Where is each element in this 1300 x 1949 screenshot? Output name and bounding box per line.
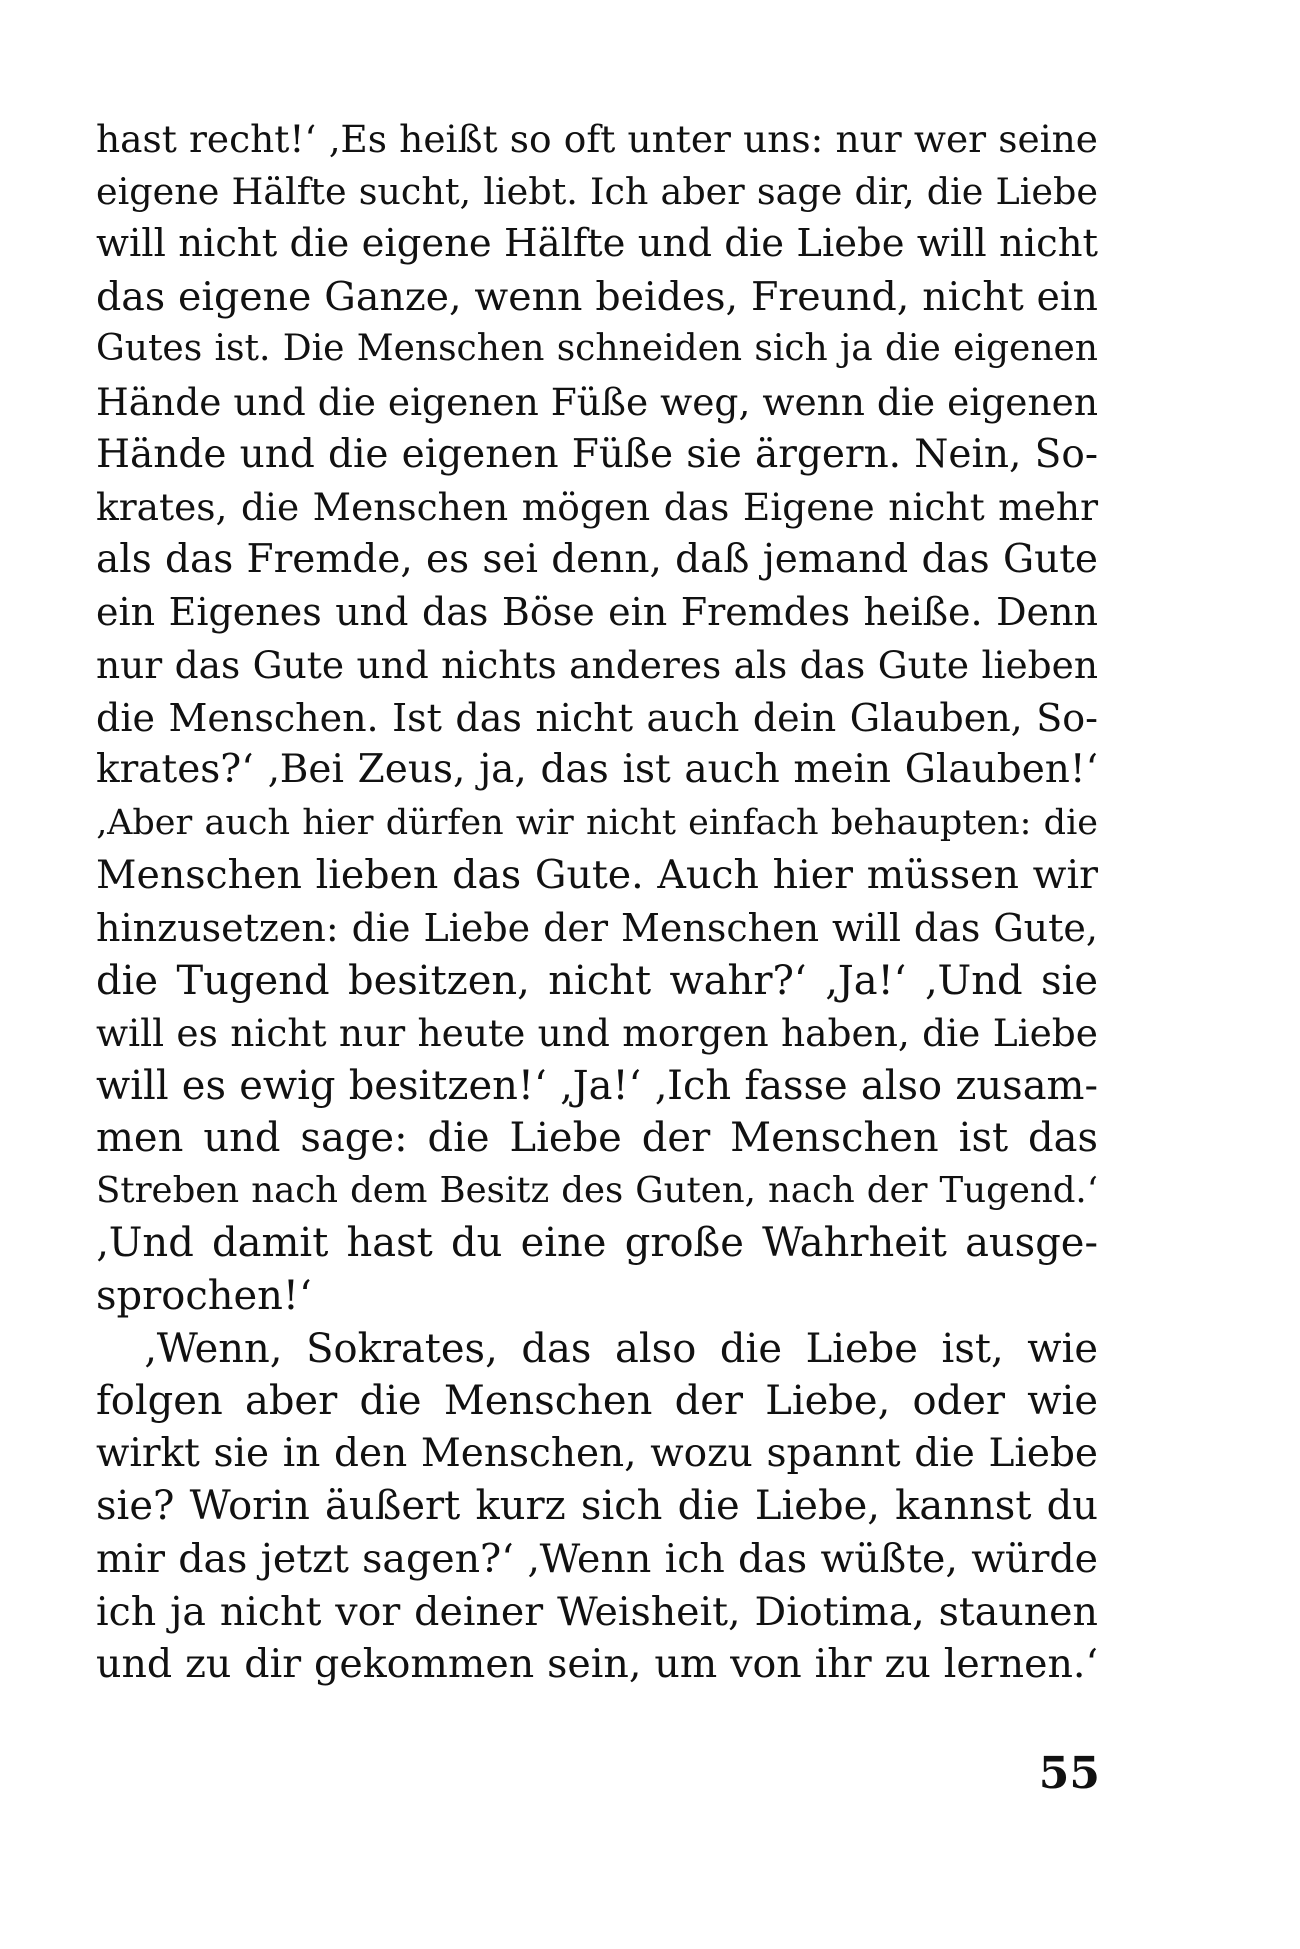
text-line: sie? Worin äußert kurz sich die Liebe, kannst du — [96, 1483, 1098, 1530]
text-line: die Tugend besitzen, nicht wahr?‘ ‚Ja!‘ ‚Und sie — [96, 957, 1098, 1004]
text-line: nur das Gute und nichts anderes als das Gute lieben — [96, 642, 1098, 687]
text-line: will es ewig besitzen!‘ ‚Ja!‘ ‚Ich fasse also zusam- — [96, 1062, 1098, 1109]
text-line: krates, die Menschen mögen das Eigene nicht mehr — [96, 485, 1098, 530]
text-line: men und sage: die Liebe der Menschen ist das — [96, 1115, 1098, 1162]
text-line: ‚Aber auch hier dürfen wir nicht einfach behaupten: die — [96, 802, 1098, 843]
text-line: krates?‘ ‚Bei Zeus, ja, das ist auch mein Glauben!‘ — [96, 747, 1098, 793]
text-line: mir das jetzt sagen?‘ ‚Wenn ich das wüßte, würde — [96, 1536, 1098, 1583]
text-line: will es nicht nur heute und morgen haben, die Liebe — [96, 1011, 1098, 1056]
text-line: wirkt sie in den Menschen, wozu spannt die Liebe — [96, 1430, 1098, 1476]
text-line: Hände und die eigenen Füße weg, wenn die eigenen — [96, 379, 1098, 424]
text-line: und zu dir gekommen sein, um von ihr zu lernen.‘ — [96, 1641, 1098, 1688]
text-line: ‚Und damit hast du eine große Wahrheit ausge- — [96, 1220, 1098, 1267]
text-line: Hände und die eigenen Füße sie ärgern. Nein, So- — [96, 431, 1098, 477]
text-line: hast recht!‘ ‚Es heißt so oft unter uns: nur wer seine — [96, 117, 1098, 161]
text-line: folgen aber die Menschen der Liebe, oder wie — [96, 1378, 1098, 1425]
text-line: ich ja nicht vor deiner Weisheit, Diotima, staunen — [96, 1588, 1098, 1635]
text-line: will nicht die eigene Hälfte und die Liebe will nicht — [96, 221, 1098, 267]
text-line: ‚Wenn, Sokrates, das also die Liebe ist, wie — [144, 1325, 1098, 1372]
text-line: sprochen!‘ — [96, 1273, 312, 1320]
text-line: hinzusetzen: die Liebe der Menschen will das Gute, — [96, 905, 1098, 950]
text-line: ein Eigenes und das Böse ein Fremdes heiße. Denn — [96, 590, 1098, 635]
text-line: eigene Hälfte sucht, liebt. Ich aber sage dir, die Liebe — [96, 169, 1098, 213]
text-line: Streben nach dem Besitz des Guten, nach der Tugend.‘ — [96, 1169, 1098, 1211]
text-line: das eigene Ganze, wenn beides, Freund, nicht ein — [96, 273, 1098, 320]
text-line: die Menschen. Ist das nicht auch dein Glauben, So- — [96, 695, 1098, 740]
page-number: 55 — [1038, 1748, 1100, 1799]
text-line: Gutes ist. Die Menschen schneiden sich ja die eigenen — [96, 328, 1098, 370]
text-line: als das Fremde, es sei denn, daß jemand das Gute — [96, 536, 1098, 582]
text-line: Menschen lieben das Gute. Auch hier müssen wir — [96, 852, 1098, 899]
body-text — [96, 113, 1098, 1691]
